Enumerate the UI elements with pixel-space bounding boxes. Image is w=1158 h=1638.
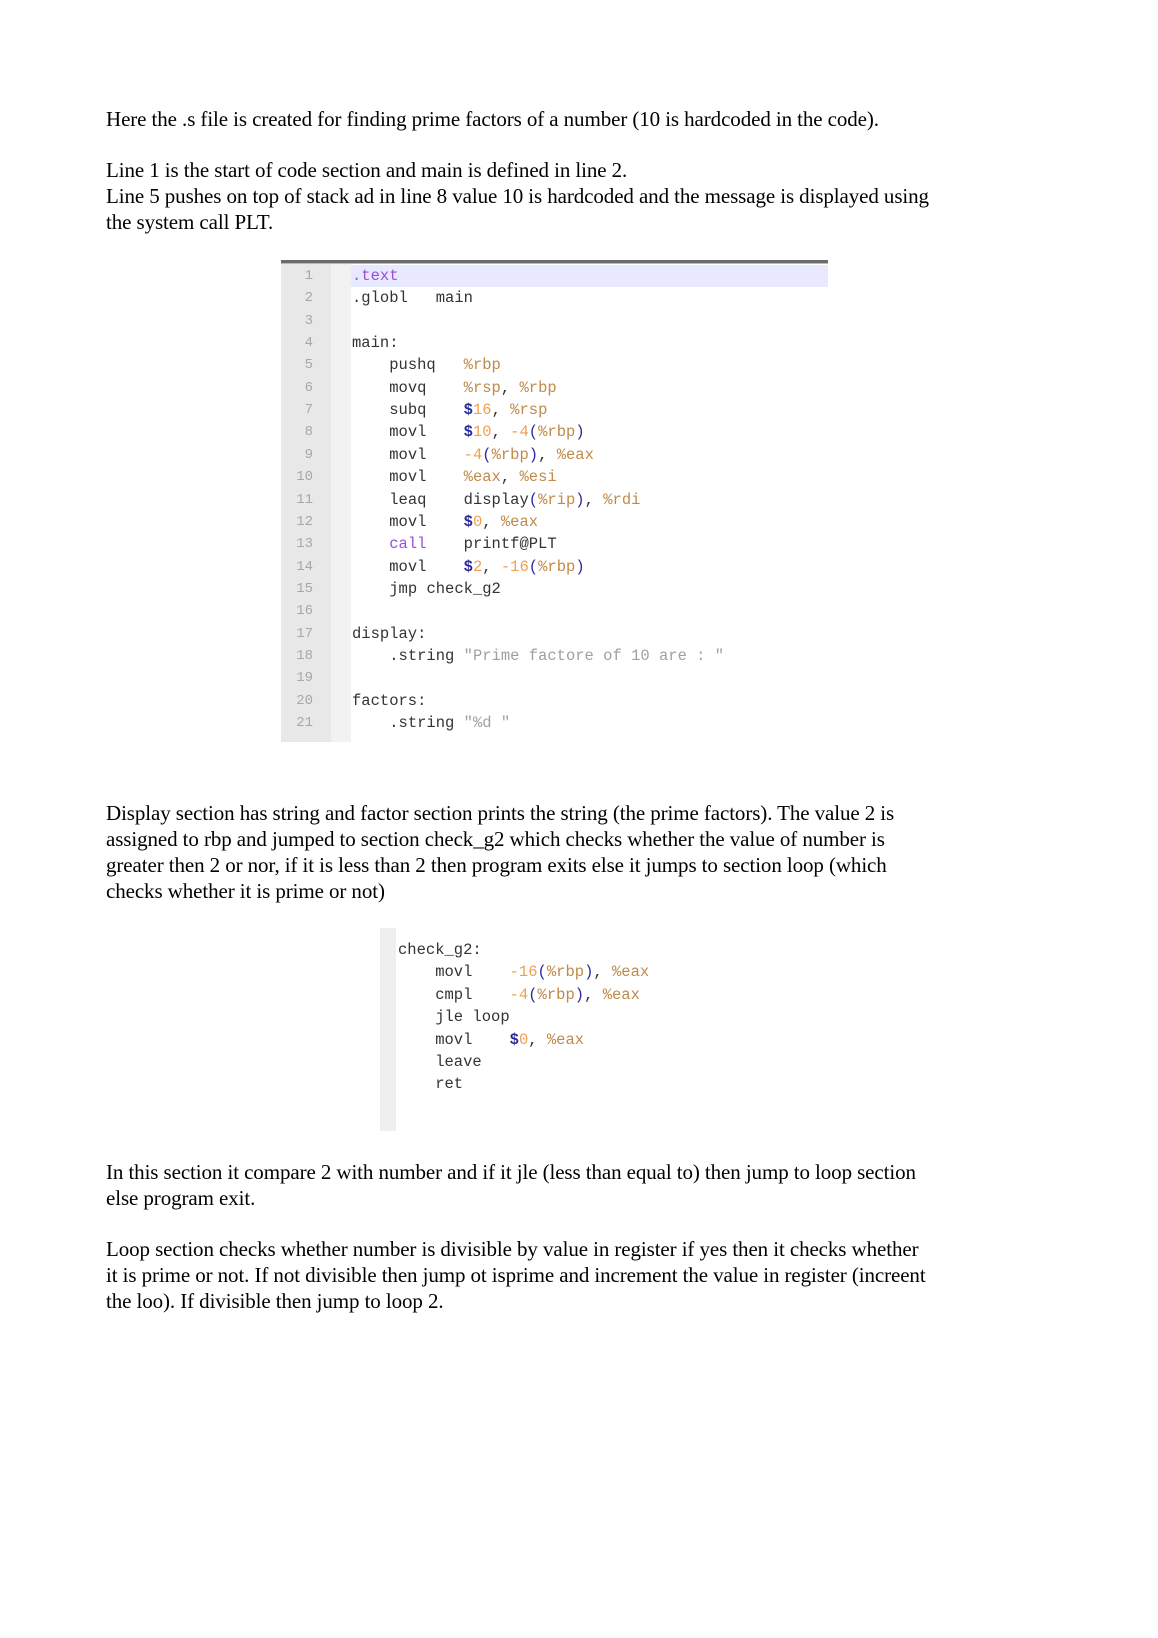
text-line: assigned to rbp and jumped to section check_g2 which checks whether the value of number is — [106, 827, 885, 851]
loop-description-paragraph — [106, 1236, 1006, 1314]
code-line: .string "%d " — [389, 714, 511, 732]
line-number: 18 — [296, 647, 313, 664]
code-line: factors: — [352, 691, 427, 710]
code-line: movl $0, %eax — [398, 1030, 585, 1049]
code-line: .string "Prime factore of 10 are : " — [389, 646, 725, 665]
text-line: In this section it compare 2 with number and if it jle (less than equal to) then jump to loop section — [106, 1160, 916, 1184]
code-line: display: — [352, 624, 427, 643]
intro-text: Here the .s file is created for finding prime factors of a number (10 is hardcoded in the code). — [106, 107, 879, 131]
code-line: jle loop — [398, 1008, 510, 1027]
line-number: 21 — [296, 715, 313, 731]
line-description-paragraph — [106, 157, 1006, 235]
line-number: 15 — [296, 580, 313, 597]
line-number: 8 — [304, 424, 313, 441]
text-line: it is prime or not. If not divisible then jump ot isprime and increment the value in register (increent — [106, 1263, 926, 1287]
text-line: the loo). If divisible then jump to loop 2. — [106, 1289, 444, 1313]
line-number: 13 — [296, 536, 313, 553]
line-number: 10 — [296, 469, 313, 486]
text-line: the system call PLT. — [106, 210, 274, 234]
code-line: call printf@PLT — [389, 535, 557, 554]
text-line: Line 5 pushes on top of stack ad in line 8 value 10 is hardcoded and the message is displayed using — [106, 184, 929, 208]
text-line: Loop section checks whether number is divisible by value in register if yes then it checks whether — [106, 1237, 919, 1261]
intro-paragraph — [106, 106, 1006, 132]
line-number: 19 — [296, 670, 313, 687]
code-line: movl -4(%rbp), %eax — [389, 445, 594, 464]
line-number: 11 — [296, 491, 313, 508]
line-number: 9 — [304, 446, 313, 463]
code-line: movl -16(%rbp), %eax — [398, 963, 650, 982]
code-screenshot-main — [281, 260, 828, 742]
compare-description-paragraph — [106, 1159, 1006, 1211]
text-line: checks whether it is prime or not) — [106, 879, 385, 903]
line-number: 3 — [304, 312, 313, 329]
code-line: movl %eax, %esi — [389, 468, 557, 487]
line-number: 6 — [304, 379, 313, 396]
code-line: ret — [398, 1075, 464, 1094]
line-number: 1 — [304, 268, 313, 284]
line-number: 4 — [304, 335, 313, 352]
text-line: greater then 2 or nor, if it is less than 2 then program exits else it jumps to section loop (which — [106, 853, 887, 877]
code-line: subq $16, %rsp — [389, 401, 548, 420]
code-line: cmpl -4(%rbp), %eax — [398, 985, 640, 1004]
line-number: 17 — [296, 625, 313, 642]
line-number: 16 — [296, 603, 313, 620]
editor-top-border — [281, 260, 828, 264]
line-number: 2 — [304, 290, 313, 307]
line-number: 7 — [304, 402, 313, 419]
text-line: else program exit. — [106, 1186, 256, 1210]
code-line: movq %rsp, %rbp — [389, 378, 557, 397]
code-line: main: — [352, 334, 399, 353]
text-line: Line 1 is the start of code section and main is defined in line 2. — [106, 158, 628, 182]
line-number: 12 — [296, 513, 313, 530]
code-screenshot-check-g2 — [380, 928, 680, 1131]
line-number: 14 — [296, 558, 313, 575]
fold-margin — [380, 928, 396, 1131]
code-line: leave — [398, 1053, 482, 1071]
code-label: check_g2: — [398, 941, 482, 959]
display-description-paragraph — [106, 800, 1006, 904]
code-line: .text — [352, 267, 399, 285]
line-number: 20 — [296, 692, 313, 709]
fold-margin — [331, 264, 351, 742]
text-line: Display section has string and factor section prints the string (the prime factors). The value 2 is — [106, 801, 895, 825]
code-line: leaq display(%rip), %rdi — [389, 490, 641, 509]
code-line: movl $10, -4(%rbp) — [389, 423, 585, 442]
code-line: jmp check_g2 — [389, 579, 501, 598]
code-line: movl $0, %eax — [389, 512, 539, 531]
current-line-highlight — [351, 265, 828, 287]
code-line: .globl main — [352, 289, 473, 308]
code-line: movl $2, -16(%rbp) — [389, 557, 585, 576]
code-line: pushq %rbp — [389, 356, 501, 375]
line-number: 5 — [304, 357, 313, 374]
